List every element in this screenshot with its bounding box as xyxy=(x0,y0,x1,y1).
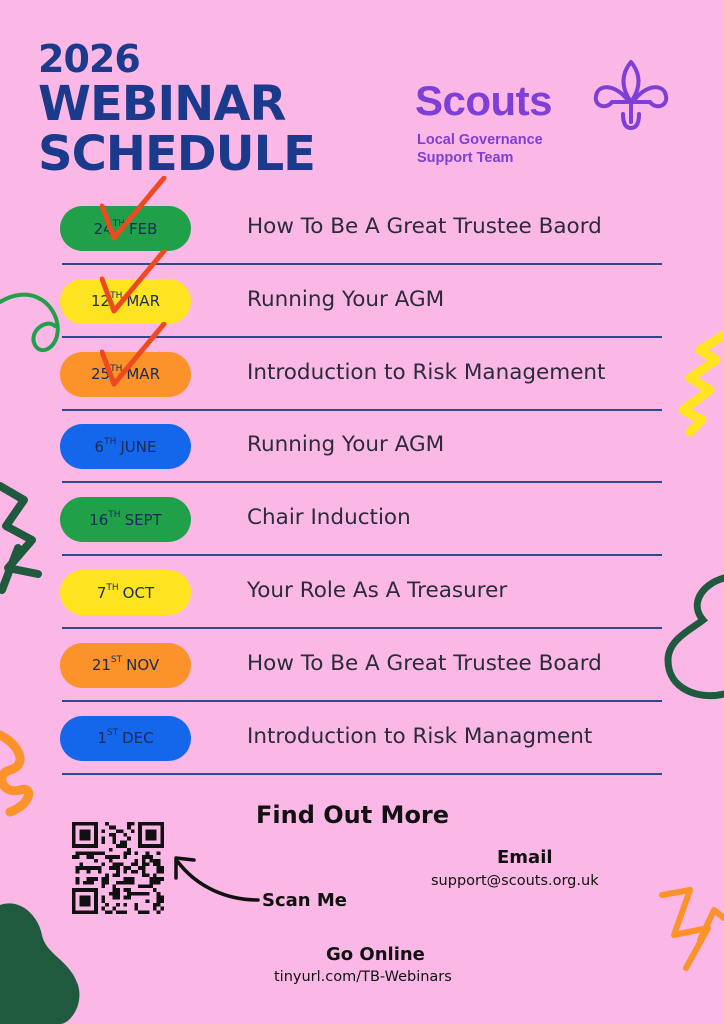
date-month: DEC xyxy=(122,729,154,748)
row-divider xyxy=(62,409,662,411)
date-day: 6 xyxy=(94,437,105,456)
date-day: 1 xyxy=(97,729,107,748)
qr-code[interactable] xyxy=(72,822,164,914)
date-month: MAR xyxy=(126,292,160,311)
date-day: 16 xyxy=(89,510,109,529)
find-out-more-heading: Find Out More xyxy=(256,801,450,829)
checkmark-icon xyxy=(100,322,170,390)
date-month: NOV xyxy=(126,656,160,675)
schedule-row xyxy=(60,633,662,706)
date-suffix: TH xyxy=(110,364,123,375)
date-day: 21 xyxy=(91,656,111,675)
scan-me-label: Scan Me xyxy=(262,890,347,911)
title-webinar: WEBINAR xyxy=(38,76,286,132)
date-suffix: TH xyxy=(112,218,125,229)
date-suffix: TH xyxy=(106,582,119,593)
date-pill xyxy=(60,424,191,469)
schedule-row xyxy=(60,414,662,487)
date-day: 24 xyxy=(93,219,113,238)
date-month: OCT xyxy=(122,583,155,602)
session-title: Your Role As A Treasurer xyxy=(247,578,508,603)
date-pill xyxy=(60,570,191,615)
checkmark-icon xyxy=(100,176,170,244)
date-suffix: TH xyxy=(108,509,121,520)
arrow-icon xyxy=(168,848,263,908)
title-schedule: SCHEDULE xyxy=(38,126,315,182)
row-divider xyxy=(62,700,662,702)
email-link[interactable]: support@scouts.org.uk xyxy=(431,873,599,889)
fleur-de-lis-icon xyxy=(590,58,672,132)
session-title: How To Be A Great Trustee Board xyxy=(247,650,602,676)
date-month: SEPT xyxy=(124,510,162,529)
date-pill xyxy=(60,716,191,761)
session-title: Running Your AGM xyxy=(247,432,445,458)
session-title: Introduction to Risk Managment xyxy=(247,723,593,749)
date-suffix: TH xyxy=(104,436,117,447)
date-pill xyxy=(60,497,191,542)
date-day: 25 xyxy=(91,365,111,384)
logo-subtitle-line2: Support Team xyxy=(417,150,514,166)
date-pill xyxy=(60,643,191,688)
date-suffix: ST xyxy=(106,728,119,739)
schedule-row xyxy=(60,342,662,415)
date-month: JUNE xyxy=(120,437,157,456)
scouts-logo-wordmark: Scouts xyxy=(415,77,553,124)
session-title: Chair Induction xyxy=(247,505,411,531)
date-month: MAR xyxy=(126,365,160,384)
logo-subtitle-line1: Local Governance xyxy=(417,132,543,148)
date-suffix: TH xyxy=(110,291,123,302)
date-day: 7 xyxy=(96,583,107,602)
date-day: 12 xyxy=(91,292,111,311)
date-suffix: ST xyxy=(110,655,123,666)
row-divider xyxy=(62,554,662,556)
schedule-row xyxy=(60,560,662,633)
checkmark-icon xyxy=(100,249,170,317)
website-link[interactable]: tinyurl.com/TB-Webinars xyxy=(274,969,452,985)
schedule-row xyxy=(60,487,662,560)
row-divider xyxy=(62,627,662,629)
row-divider xyxy=(62,773,662,775)
row-divider xyxy=(62,481,662,483)
email-label: Email xyxy=(497,847,553,868)
date-month: FEB xyxy=(128,219,158,238)
schedule-row xyxy=(60,706,662,779)
session-title: Introduction to Risk Management xyxy=(247,359,606,385)
title-year: 2026 xyxy=(38,37,140,81)
go-online-label: Go Online xyxy=(326,944,425,965)
session-title: How To Be A Great Trustee Baord xyxy=(247,214,602,239)
session-title: Running Your AGM xyxy=(247,286,445,312)
